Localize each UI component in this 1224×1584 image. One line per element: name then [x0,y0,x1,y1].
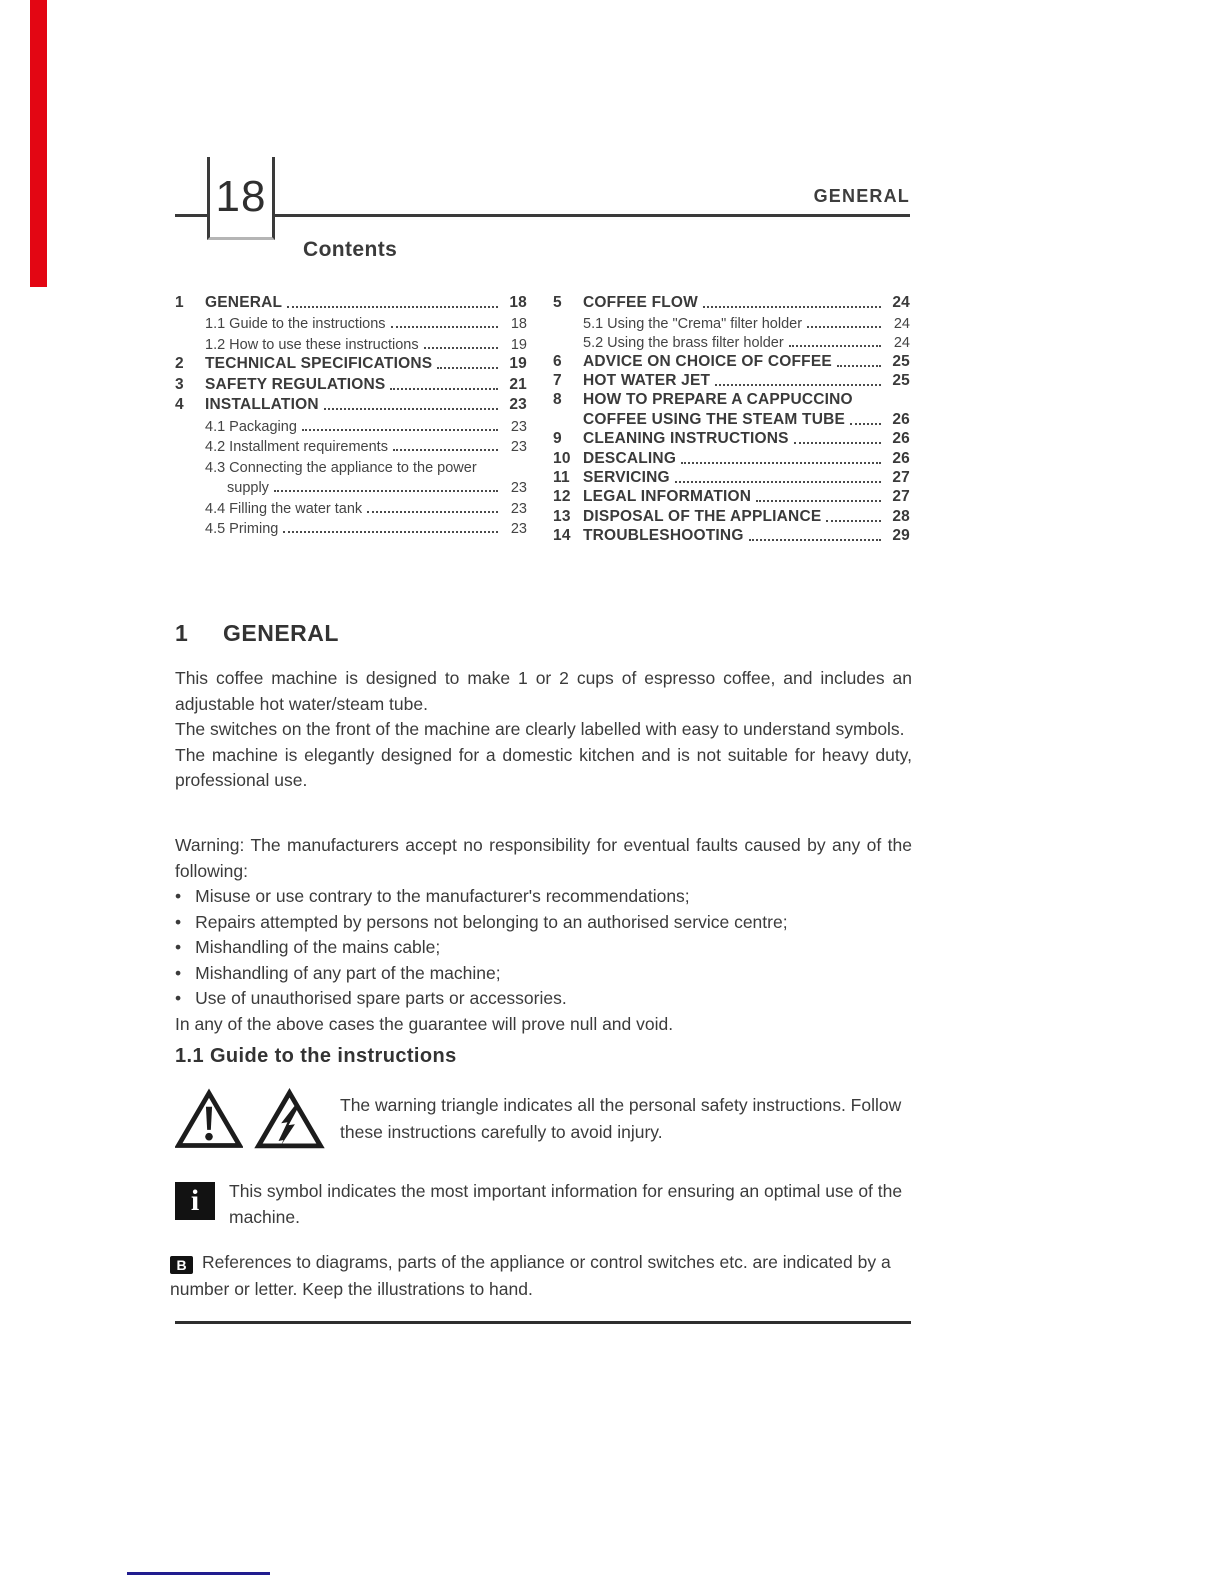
content-end-rule [175,1321,911,1324]
dot-leader [287,306,498,308]
dot-leader [807,326,881,328]
dot-leader [437,367,498,369]
warning-list [175,884,912,1012]
toc-entry: 11 SERVICING 27 [553,468,910,486]
header-section-label: GENERAL [813,186,910,206]
warning-list-item: • Mishandling of any part of the machine; [175,961,912,987]
toc-entry: 4.2 Installment requirements 23 [205,439,527,455]
dot-leader [789,345,881,347]
warning-triangle-text: The warning triangle indicates all the personal safety instructions. Follow these instructions carefully to avoid injury. [340,1095,902,1142]
warning-list-item: • Repairs attempted by persons not belonging to an authorised service centre; [175,910,912,936]
toc-entry: 4.1 Packaging 23 [205,418,527,435]
page-number: 18 [215,172,267,221]
warning-intro: Warning: The manufacturers accept no responsibility for eventual faults caused by any of the following: [175,835,912,881]
toc-entry: 1 GENERAL 18 [175,293,527,311]
subsection-heading: 1.1 Guide to the instructions [175,1045,457,1067]
red-accent-stripe [30,0,47,287]
dot-leader [283,531,498,533]
toc-entry: COFFEE USING THE STEAM TUBE 26 [583,410,910,428]
dot-leader [274,490,498,492]
toc-entry: 9 CLEANING INSTRUCTIONS 26 [553,430,910,448]
warning-list-item: • Mishandling of the mains cable; [175,935,912,961]
footer-blue-line [127,1572,270,1575]
paragraph: This coffee machine is designed to make 1 or 2 cups of espresso coffee, and includes an adjustable hot water/steam tube. [175,668,912,714]
dot-leader [703,306,881,308]
dot-leader [681,462,881,464]
toc-entry: 7 HOT WATER JET 25 [553,371,910,389]
dot-leader [302,429,498,431]
info-symbol-text: This symbol indicates the most important information for ensuring an optimal use of the machine. [229,1181,903,1227]
toc-entry: 10 DESCALING 26 [553,449,910,467]
section-number: 1 [175,620,189,646]
toc-entry: 6 ADVICE ON CHOICE OF COFFEE 25 [553,352,910,370]
toc-entry: 13 DISPOSAL OF THE APPLIANCE 28 [553,507,910,525]
dot-leader [391,326,498,328]
toc-entry: 12 LEGAL INFORMATION 27 [553,488,910,506]
reference-letter-icon: B [170,1256,193,1274]
dot-leader [324,408,498,410]
toc-entry: 14 TROUBLESHOOTING 29 [553,527,910,545]
dot-leader [749,539,881,541]
dot-leader [367,511,498,513]
dot-leader [390,388,498,390]
dot-leader [393,449,498,451]
reference-text: References to diagrams, parts of the appliance or control switches etc. are indicated by a number or letter. Keep the illustrations to hand. [170,1252,891,1299]
section-title: GENERAL [223,620,339,646]
warning-triangle-lightning-icon [253,1088,326,1150]
toc-entry: 5 COFFEE FLOW 24 [553,294,910,312]
page-number-box [207,157,275,240]
dot-leader [850,423,881,425]
toc-entry: 4.3 Connecting the appliance to the power [205,459,477,476]
info-symbol-row [175,1178,913,1230]
contents-title: Contents [303,238,398,261]
dot-leader [794,442,881,444]
warning-list-item: • Misuse or use contrary to the manufacturer's recommendations; [175,884,912,910]
toc-entry: 5.2 Using the brass filter holder 24 [583,335,910,352]
toc-entry: supply 23 [227,480,527,496]
paragraph: The switches on the front of the machine are clearly labelled with easy to understand symbols. [175,719,905,740]
toc-entry: 3 SAFETY REGULATIONS 21 [175,375,527,393]
dot-leader [756,500,881,502]
section-body [175,666,912,794]
toc-entry: 4.4 Filling the water tank 23 [205,500,527,517]
dot-leader [675,481,881,483]
dot-leader [837,365,881,367]
warning-block [175,833,912,1037]
toc-entry: 1.2 How to use these instructions 19 [205,336,527,353]
toc-entry: 1.1 Guide to the instructions 18 [205,316,527,332]
toc-column-right [553,293,910,545]
dot-leader [826,520,881,522]
toc-entry: 4.5 Priming 23 [205,521,527,537]
info-symbol-icon: i [175,1182,215,1220]
warning-triangle-exclamation-icon [175,1088,243,1150]
reference-block [170,1249,914,1302]
toc-entry: 4 INSTALLATION 23 [175,396,527,413]
toc-entry: 2 TECHNICAL SPECIFICATIONS 19 [175,355,527,372]
header-rule [175,214,910,217]
warning-triangle-row [175,1088,940,1150]
section-heading [175,620,339,647]
toc-entry: 8 HOW TO PREPARE A CAPPUCCINO [553,391,853,409]
dot-leader [715,384,881,386]
toc-entry: 5.1 Using the "Crema" filter holder 24 [583,315,910,332]
dot-leader [424,347,498,349]
warning-outro: In any of the above cases the guarantee will prove null and void. [175,1013,674,1034]
warning-list-item: • Use of unauthorised spare parts or accessories. [175,986,912,1012]
paragraph: The machine is elegantly designed for a domestic kitchen and is not suitable for heavy duty, professional use. [175,744,912,791]
toc-column-left [175,291,527,537]
